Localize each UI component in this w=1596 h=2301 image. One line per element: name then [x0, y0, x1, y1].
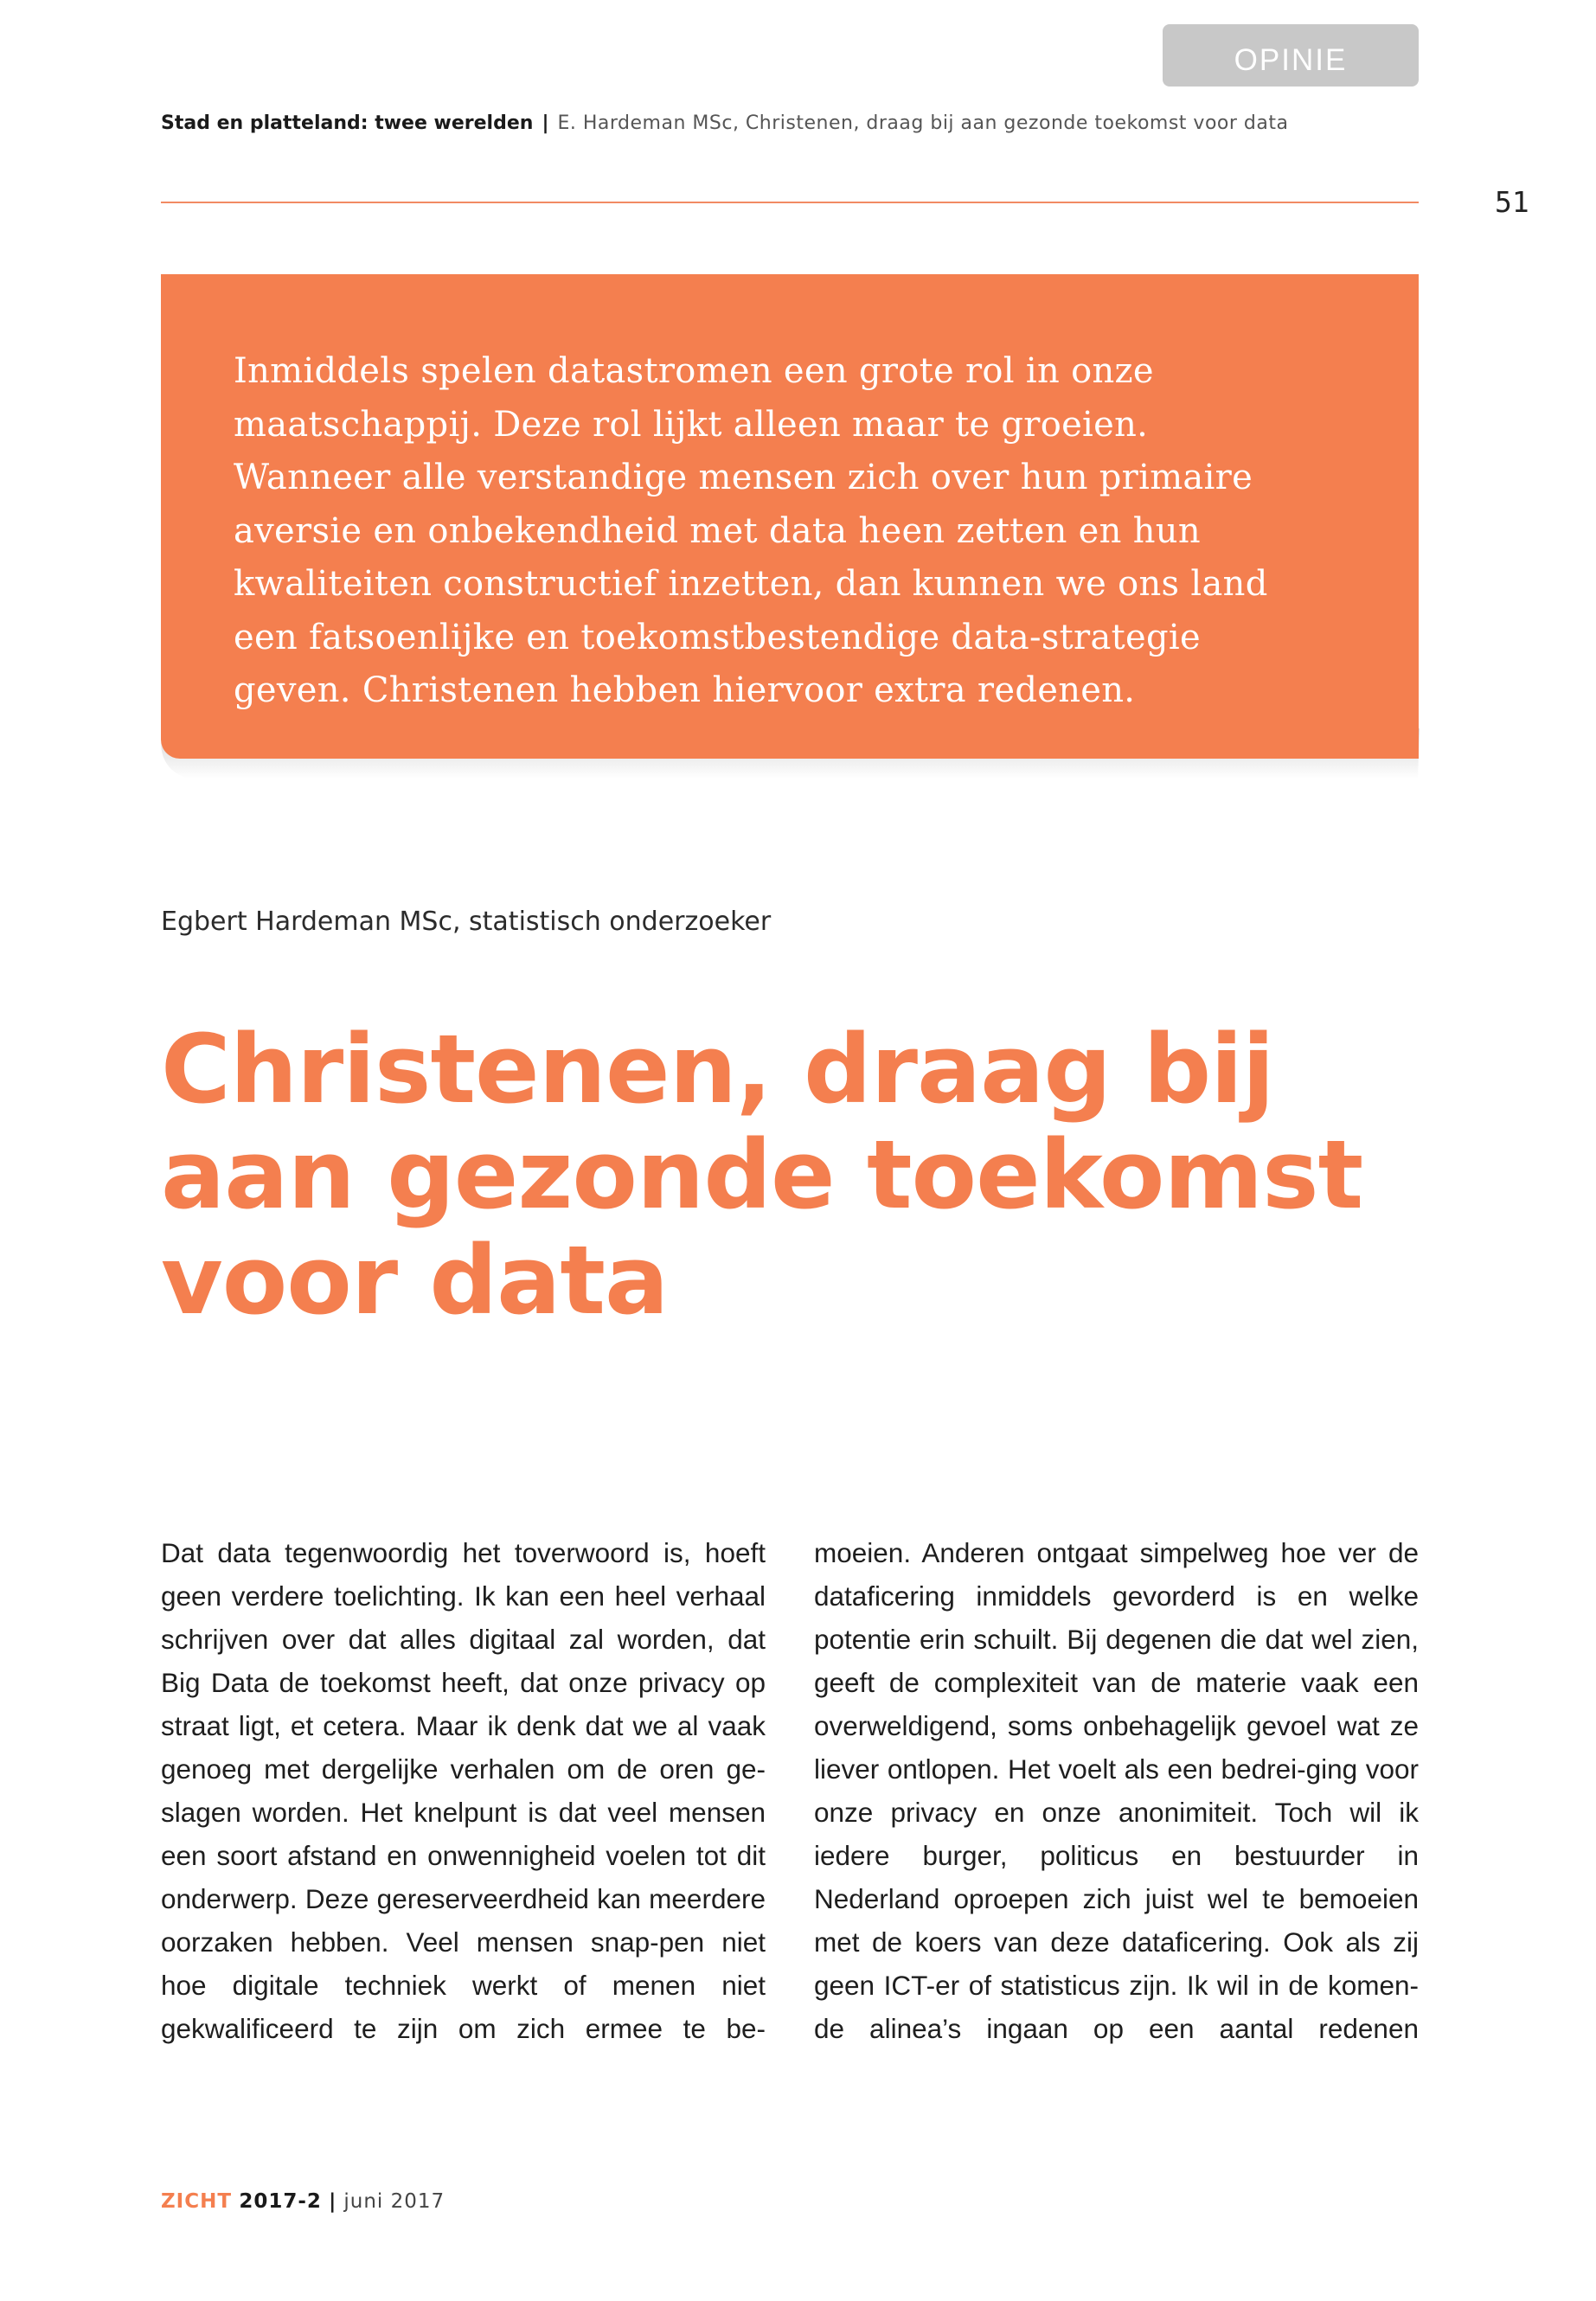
- footer-issue: 2017-2: [239, 2190, 322, 2213]
- footer-date: juni 2017: [343, 2190, 445, 2213]
- running-header-series: Stad en platteland: twee werelden: [161, 112, 534, 134]
- body-columns: [161, 1531, 1419, 2050]
- section-tab: OPINIE: [1163, 24, 1419, 87]
- header-rule: [161, 202, 1419, 203]
- running-header-article-ref: E. Hardeman MSc, Christenen, draag bij aan gezonde toekomst voor data: [557, 112, 1289, 134]
- footer: [161, 2190, 445, 2213]
- intro-text: Inmiddels spelen datastromen een grote rol in onze maatschappij. Deze rol lijkt alleen maar te groeien. Wanneer alle verstandige mensen zich over hun primaire aversie en onbekendheid met data heen zetten en hun kwaliteiten constructief inzetten, dan kunnen we ons land een fatsoenlijke en toekomstbestendige data-strategie geven. Christenen hebben hiervoor extra redenen.: [234, 351, 1268, 710]
- page-number: 51: [1495, 185, 1529, 219]
- intro-box: [161, 274, 1419, 759]
- author-line: Egbert Hardeman MSc, statistisch onderzoeker: [161, 907, 772, 937]
- footer-separator: |: [328, 2190, 337, 2213]
- running-header: [161, 112, 1424, 134]
- running-header-separator: |: [542, 112, 549, 134]
- footer-magazine: ZICHT: [161, 2190, 233, 2213]
- body-column-2: moeien. Anderen ontgaat simpelweg hoe ver de dataficering inmiddels gevorderd is en welke potentie erin schuilt. Bij degenen die dat wel zien, geeft de complexiteit van de materie vaak een overweldigend, soms onbehagelijk gevoel wat ze liever ontlopen. Het voelt als een bedrei-ging voor onze privacy en onze anonimiteit. Toch wil ik iedere burger, politicus en bestuurder in Nederland oproepen zich juist wel te bemoeien met de koers van deze dataficering. Ook als zij geen ICT-er of statisticus zijn. Ik wil in de komen-de alinea’s ingaan op een aantal redenen: [814, 1537, 1419, 2044]
- article-title: Christenen, draag bij aan gezonde toekomst voor data: [161, 1014, 1363, 1336]
- body-column-1: Dat data tegenwoordig het toverwoord is, hoeft geen verdere toelichting. Ik kan een heel verhaal schrijven over dat alles digitaal zal worden, dat Big Data de toekomst heeft, dat onze privacy op straat ligt, et cetera. Maar ik denk dat we al vaak genoeg met dergelijke verhalen om de oren ge-slagen worden. Het knelpunt is dat veel mensen een soort afstand en onwennigheid voelen tot dit onderwerp. Deze gereserveerdheid kan meerdere oorzaken hebben. Veel mensen snap-pen niet hoe digitale techniek werkt of menen niet gekwalificeerd te zijn om zich ermee te be-: [161, 1537, 766, 2044]
